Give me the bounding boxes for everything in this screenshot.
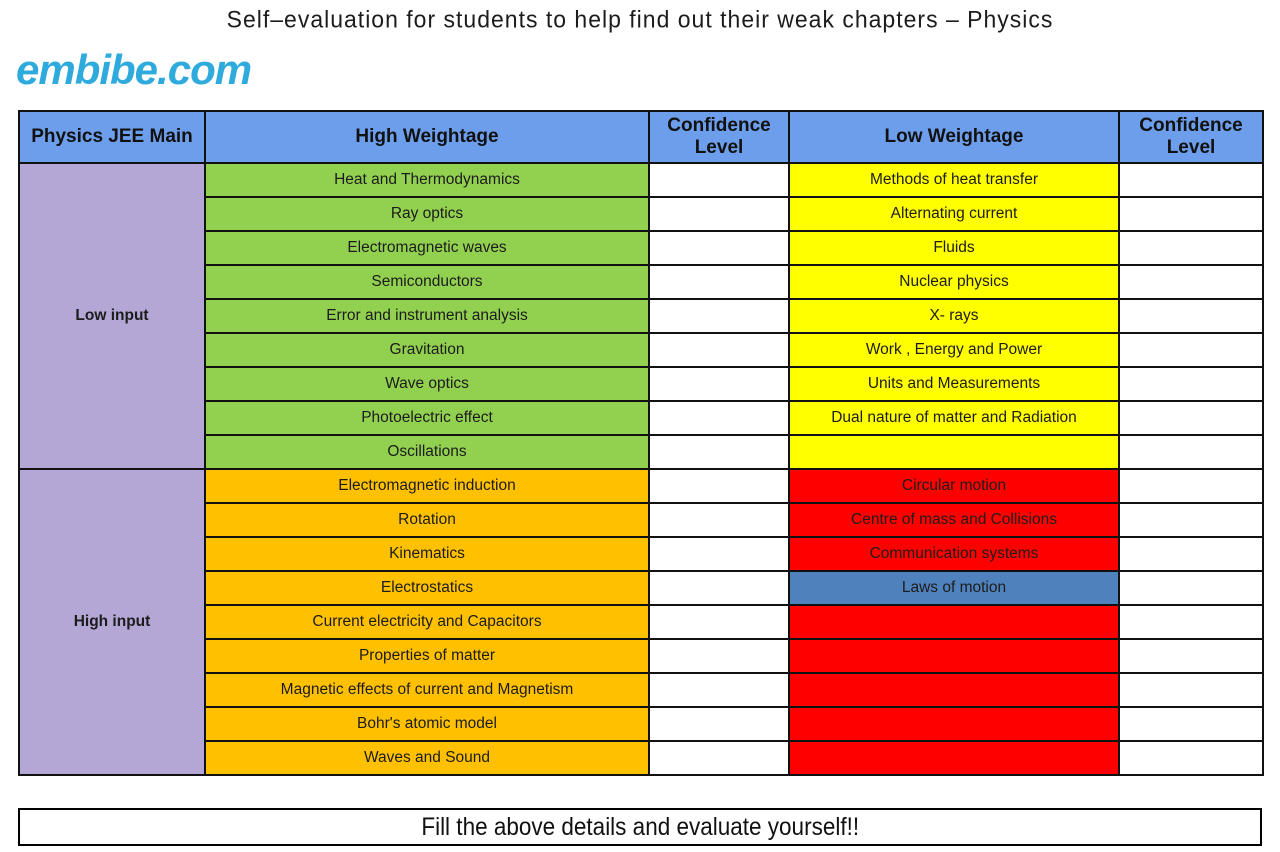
confidence-level-cell-high[interactable]	[649, 401, 789, 435]
confidence-level-cell-low[interactable]	[1119, 503, 1263, 537]
high-weightage-chapter-cell: Photoelectric effect	[205, 401, 649, 435]
confidence-level-cell-low[interactable]	[1119, 299, 1263, 333]
section-label-high-input: High input	[19, 469, 205, 775]
high-weightage-chapter-cell: Electromagnetic waves	[205, 231, 649, 265]
confidence-level-cell-low[interactable]	[1119, 333, 1263, 367]
column-header-low-weightage: Low Weightage	[789, 111, 1119, 163]
table-row	[19, 401, 1263, 435]
low-weightage-chapter-cell	[789, 605, 1119, 639]
low-weightage-chapter-cell: Fluids	[789, 231, 1119, 265]
low-weightage-chapter-cell: Laws of motion	[789, 571, 1119, 605]
confidence-level-cell-high[interactable]	[649, 605, 789, 639]
confidence-level-cell-high[interactable]	[649, 503, 789, 537]
column-header-high-weightage: High Weightage	[205, 111, 649, 163]
table-row	[19, 537, 1263, 571]
confidence-level-cell-high[interactable]	[649, 741, 789, 775]
embibe-logo[interactable]: embibe.com	[16, 46, 252, 93]
confidence-level-cell-high[interactable]	[649, 537, 789, 571]
confidence-level-cell-high[interactable]	[649, 265, 789, 299]
column-header-confidence-level-2: Confidence Level	[1119, 111, 1263, 163]
high-weightage-chapter-cell: Heat and Thermodynamics	[205, 163, 649, 197]
high-weightage-chapter-cell: Electromagnetic induction	[205, 469, 649, 503]
table-row	[19, 163, 1263, 197]
confidence-level-cell-low[interactable]	[1119, 673, 1263, 707]
confidence-level-cell-low[interactable]	[1119, 537, 1263, 571]
section-label-low-input: Low input	[19, 163, 205, 469]
confidence-level-cell-low[interactable]	[1119, 435, 1263, 469]
table-row	[19, 673, 1263, 707]
footer-note-text: Fill the above details and evaluate yourself!!	[421, 812, 859, 841]
low-weightage-chapter-cell: Alternating current	[789, 197, 1119, 231]
low-weightage-chapter-cell: Dual nature of matter and Radiation	[789, 401, 1119, 435]
high-weightage-chapter-cell: Wave optics	[205, 367, 649, 401]
table-row	[19, 333, 1263, 367]
high-weightage-chapter-cell: Properties of matter	[205, 639, 649, 673]
low-weightage-chapter-cell: X- rays	[789, 299, 1119, 333]
low-weightage-chapter-cell: Units and Measurements	[789, 367, 1119, 401]
low-weightage-chapter-cell	[789, 707, 1119, 741]
table-row	[19, 299, 1263, 333]
high-weightage-chapter-cell: Kinematics	[205, 537, 649, 571]
low-weightage-chapter-cell: Circular motion	[789, 469, 1119, 503]
confidence-level-cell-high[interactable]	[649, 707, 789, 741]
confidence-level-cell-low[interactable]	[1119, 401, 1263, 435]
low-weightage-chapter-cell	[789, 639, 1119, 673]
column-header-physics-jee-main: Physics JEE Main	[19, 111, 205, 163]
high-weightage-chapter-cell: Waves and Sound	[205, 741, 649, 775]
confidence-level-cell-high[interactable]	[649, 469, 789, 503]
confidence-level-cell-high[interactable]	[649, 435, 789, 469]
high-weightage-chapter-cell: Error and instrument analysis	[205, 299, 649, 333]
confidence-level-cell-high[interactable]	[649, 639, 789, 673]
table-row	[19, 639, 1263, 673]
low-weightage-chapter-cell	[789, 435, 1119, 469]
confidence-level-cell-high[interactable]	[649, 163, 789, 197]
confidence-level-cell-low[interactable]	[1119, 605, 1263, 639]
high-weightage-chapter-cell: Rotation	[205, 503, 649, 537]
confidence-level-cell-high[interactable]	[649, 231, 789, 265]
low-weightage-chapter-cell: Nuclear physics	[789, 265, 1119, 299]
high-weightage-chapter-cell: Semiconductors	[205, 265, 649, 299]
low-weightage-chapter-cell: Methods of heat transfer	[789, 163, 1119, 197]
evaluation-table	[18, 110, 1264, 776]
confidence-level-cell-low[interactable]	[1119, 367, 1263, 401]
table-row	[19, 367, 1263, 401]
low-weightage-chapter-cell: Centre of mass and Collisions	[789, 503, 1119, 537]
table-row	[19, 571, 1263, 605]
confidence-level-cell-low[interactable]	[1119, 571, 1263, 605]
table-row	[19, 707, 1263, 741]
footer-note-bar	[18, 808, 1262, 846]
high-weightage-chapter-cell: Magnetic effects of current and Magnetism	[205, 673, 649, 707]
low-weightage-chapter-cell: Communication systems	[789, 537, 1119, 571]
high-weightage-chapter-cell: Current electricity and Capacitors	[205, 605, 649, 639]
low-weightage-chapter-cell: Work , Energy and Power	[789, 333, 1119, 367]
table-body	[19, 163, 1263, 775]
confidence-level-cell-high[interactable]	[649, 299, 789, 333]
table-row	[19, 265, 1263, 299]
low-weightage-chapter-cell	[789, 741, 1119, 775]
confidence-level-cell-low[interactable]	[1119, 231, 1263, 265]
confidence-level-cell-low[interactable]	[1119, 163, 1263, 197]
high-weightage-chapter-cell: Ray optics	[205, 197, 649, 231]
high-weightage-chapter-cell: Electrostatics	[205, 571, 649, 605]
confidence-level-cell-low[interactable]	[1119, 707, 1263, 741]
high-weightage-chapter-cell: Oscillations	[205, 435, 649, 469]
confidence-level-cell-low[interactable]	[1119, 741, 1263, 775]
high-weightage-chapter-cell: Bohr's atomic model	[205, 707, 649, 741]
table-header-row	[19, 111, 1263, 163]
table-row	[19, 231, 1263, 265]
table-row	[19, 435, 1263, 469]
confidence-level-cell-low[interactable]	[1119, 197, 1263, 231]
page-title: Self–evaluation for students to help find out their weak chapters – Physics	[226, 5, 1054, 33]
confidence-level-cell-high[interactable]	[649, 571, 789, 605]
table-row	[19, 605, 1263, 639]
table-row	[19, 469, 1263, 503]
table-row	[19, 197, 1263, 231]
confidence-level-cell-low[interactable]	[1119, 469, 1263, 503]
confidence-level-cell-high[interactable]	[649, 367, 789, 401]
confidence-level-cell-high[interactable]	[649, 333, 789, 367]
low-weightage-chapter-cell	[789, 673, 1119, 707]
confidence-level-cell-low[interactable]	[1119, 265, 1263, 299]
column-header-confidence-level-1: Confidence Level	[649, 111, 789, 163]
confidence-level-cell-high[interactable]	[649, 673, 789, 707]
high-weightage-chapter-cell: Gravitation	[205, 333, 649, 367]
table-row	[19, 741, 1263, 775]
table-row	[19, 503, 1263, 537]
confidence-level-cell-high[interactable]	[649, 197, 789, 231]
confidence-level-cell-low[interactable]	[1119, 639, 1263, 673]
